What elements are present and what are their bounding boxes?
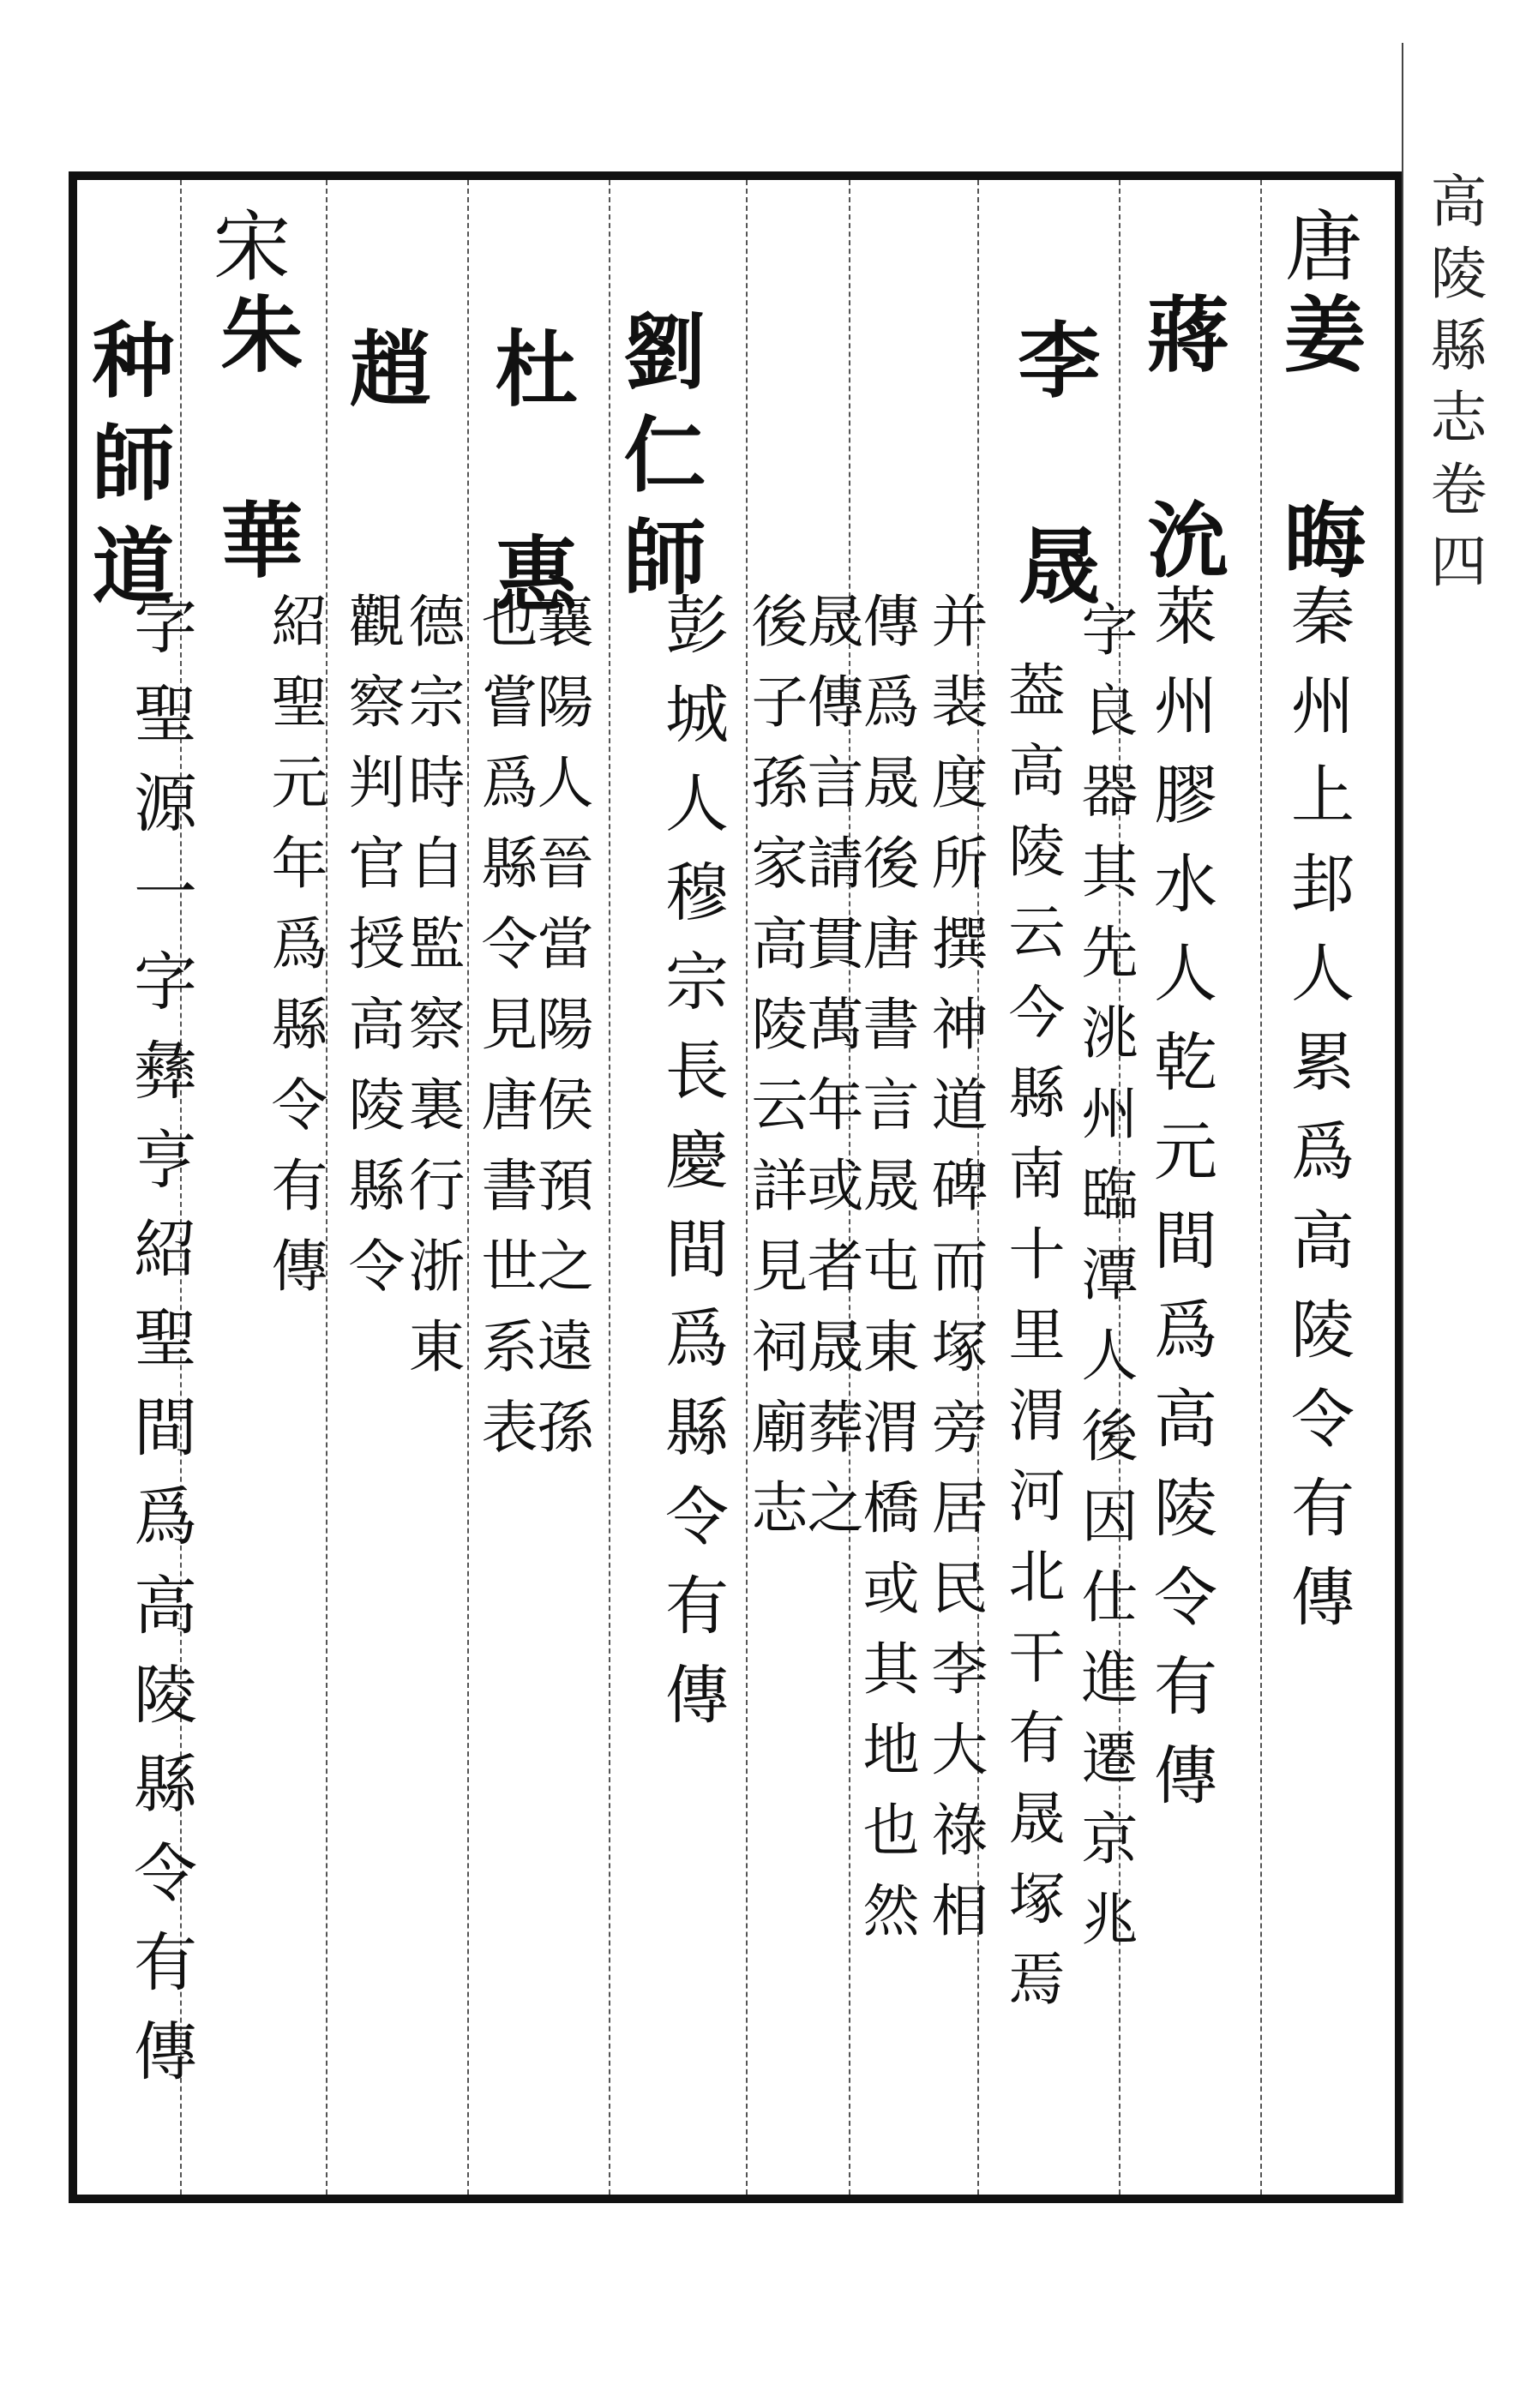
official-name: 劉仁師 [610, 309, 707, 617]
biography-text: 紹聖元年爲縣令有傳 [261, 591, 327, 1317]
biography-text: 傳爲晟後唐書言晟屯東渭橋或其地也然 [853, 591, 919, 1961]
biography-text: 秦州上邽人累爲高陵令有傳 [1281, 583, 1355, 1653]
biography-text: 字聖源一字彝亨紹聖間爲高陵縣令有傳 [123, 591, 197, 2107]
dynasty-label: 宋 [200, 206, 290, 290]
biography-text: 後子孫家高陵云詳見祠廟志 [742, 591, 808, 1558]
official-name: 李 晟 [1005, 317, 1102, 626]
official-name: 朱 華 [207, 291, 304, 600]
biography-text: 襄陽人晉當陽侯預之遠孫 [527, 591, 593, 1478]
official-name: 趙 [336, 326, 433, 429]
biography-text: 晟傳言請貫萬年或者晟葬之 [797, 591, 863, 1558]
column-rule [1260, 180, 1262, 2195]
official-name: 蔣 沇 [1133, 291, 1230, 600]
column-rule [467, 180, 469, 2195]
official-name: 姜 晦 [1271, 291, 1367, 600]
biography-text: 并裴度所撰神道碑而塚旁居民李大祿相 [922, 591, 988, 1961]
biography-text: 葢高陵云今縣南十里渭河北干有晟塚焉 [999, 660, 1065, 2030]
dynasty-label: 唐 [1271, 206, 1361, 290]
biography-text: 也嘗爲縣令見唐書世系表 [472, 591, 538, 1478]
biography-text: 彭城人穆宗長慶間爲縣令有傳 [655, 591, 729, 1750]
biography-text: 德宗時自監察裏行浙東 [399, 591, 465, 1397]
running-head: 高陵縣志卷四 [1421, 171, 1487, 604]
official-name: 种師道 [79, 317, 176, 626]
biography-text: 萊州膠水人乾元間爲高陵令有傳 [1144, 583, 1217, 1831]
official-name: 杜 惠 [482, 326, 579, 634]
biography-text: 觀察判官授高陵縣令 [339, 591, 405, 1317]
biography-text: 字良器其先洮州臨潭人後因仕進遷京兆 [1072, 600, 1138, 1970]
